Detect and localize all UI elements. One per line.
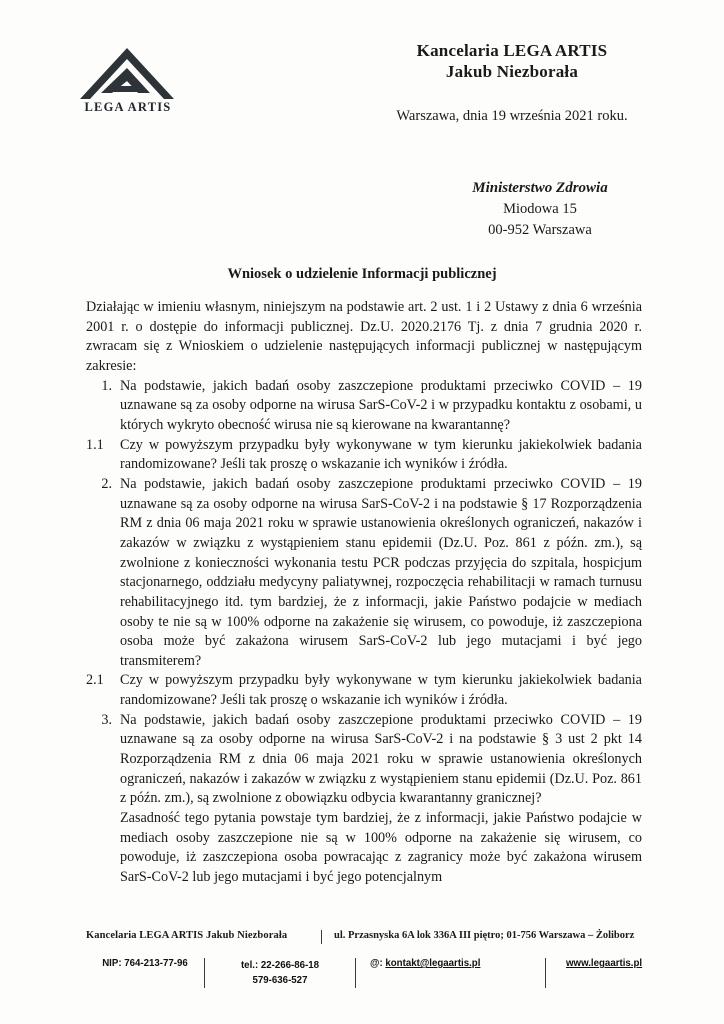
logo-wordmark: LEGA ARTIS <box>84 100 172 114</box>
firm-name-line1: Kancelaria LEGA ARTIS <box>416 41 608 60</box>
list-item-text: Czy w powyższym przypadku były wykonywane w tym kierunku jakiekolwiek badania randomizowane? Jeśli tak proszę o wskazanie ich wyników i źródła. <box>120 672 642 709</box>
list-item <box>86 377 642 436</box>
list-item-marker: 3. <box>101 711 112 728</box>
footer-telephone <box>205 958 355 988</box>
footer-row-primary <box>0 930 724 944</box>
list-item <box>86 475 642 672</box>
footer-email-group <box>356 958 545 969</box>
list-item <box>86 671 642 710</box>
footer-website-link[interactable]: www.legaartis.pl <box>566 958 643 969</box>
addressee-organization: Ministerstwo Zdrowia <box>472 180 608 196</box>
intro-paragraph: Działając w imieniu własnym, niniejszym na podstawie art. 2 ust. 1 i 2 Ustawy z dnia 6 września 2001 r. o dostępie do informacji publicznej. Dz.U. 2020.2176 Tj. z dnia 7 grudnia 2020 r. zwracam się z Wnioskiem o udzielenie następujących informacji publicznej w następującym zakresie: <box>86 299 642 374</box>
addressee-street: Miodowa 15 <box>503 201 577 218</box>
footer-email-link[interactable]: kontakt@legaartis.pl <box>385 958 481 969</box>
addressee-city: 00-952 Warszawa <box>488 221 592 238</box>
footer-telephone-primary: tel.: 22-266-86-18 <box>240 960 320 971</box>
questions-list <box>86 377 642 809</box>
footer-firm-name: Kancelaria LEGA ARTIS Jakub Niezborała <box>86 930 288 941</box>
list-item-marker: 2. <box>101 475 112 492</box>
list-item-text: Na podstawie, jakich badań osoby zaszczepione produktami przeciwko COVID – 19 uznawane są za osoby odporne na wirusa SarS-CoV-2 i na podstawie § 3 ust 2 pkt 14 Rozporządzenia RM z dnia 06 maja 2021 roku w sprawie ustanowienia określonych ograniczeń, nakazów i zakazów w związku z wystąpieniem stanu epidemii (Dz.U. Poz. 861 z późn. zm.), są zwolnione z obowiązku odbycia kwarantanny granicznej? <box>120 711 642 807</box>
footer-telephone-secondary: 579-636-527 <box>252 975 308 987</box>
firm-name-block <box>340 40 684 83</box>
email-at-icon: @: <box>370 958 386 969</box>
list-item-marker: 1. <box>101 377 112 394</box>
list-item-text: Czy w powyższym przypadku były wykonywane w tym kierunku jakiekolwiek badania randomizowane? Jeśli tak proszę o wskazanie ich wyników i źródła. <box>120 436 642 473</box>
letter-footer <box>0 930 724 988</box>
list-item <box>86 436 642 475</box>
list-item-text: Na podstawie, jakich badań osoby zaszczepione produktami przeciwko COVID – 19 uznawane są za osoby odporne na wirusa SarS-CoV-2 i na podstawie § 17 Rozporządzenia RM z dnia 06 maja 2021 roku w sprawie ustanowienia określonych ograniczeń, nakazów i zakazów w związku z wystąpieniem stanu epidemii (Dz.U. Poz. 861 z późn. zm.), są zwolnione z konieczności wykonania testu PCR podczas przyjęcia do szpitala, hospicjum stacjonarnego, oddziału medycyny paliatywnej, rozpoczęcia rehabilitacji w ramach turnusu rehabilitacyjnego itd. tym bardziej, że z informacji, jakie Państwo podajcie w mediach osoby te nie są w 100% odporne na zakażenie się wirusem, co powoduje, iż zaszczepiona osoba może być zakażona wirusem SarS-CoV-2 lub jego mutacjami i być jego transmiterem? <box>120 475 642 669</box>
footer-address: ul. Przasnyska 6A lok 336A III piętro; 01-756 Warszawa – Żoliborz <box>334 930 635 941</box>
closing-paragraph: Zasadność tego pytania powstaje tym bardziej, że z informacji, jakie Państwo podajcie w mediach osoby zaszczepione nie są w 100% odporne na zakażenie się wirusem, co powoduje, iż zaszczepiona osoba powracając z zagranicy może być zakażona wirusem SarS-CoV-2 lub jego mutacjami i być jego potencjalnym <box>120 810 642 886</box>
list-item-text: Na podstawie, jakich badań osoby zaszczepione produktami przeciwko COVID – 19 uznawane są za osoby odporne na wirusa SarS-CoV-2 i w przypadku kontaktu z osobami, u których wykryto obecność wirusa nie są kierowane na kwarantannę? <box>120 377 642 433</box>
footer-row-contacts <box>0 958 724 988</box>
footer-nip: NIP: 764-213-77-96 <box>102 958 188 969</box>
list-item-marker: 2.1 <box>86 672 104 689</box>
addressee-block <box>400 178 680 240</box>
list-item-marker: 1.1 <box>86 436 104 453</box>
logo-triangle-icon <box>72 42 184 114</box>
document-title: Wniosek o udzielenie Informacji publicznej <box>227 266 497 282</box>
letter-header <box>0 34 724 134</box>
footer-website-group <box>546 958 716 969</box>
date-line: Warszawa, dnia 19 września 2021 roku. <box>396 108 628 124</box>
footer-divider <box>321 930 322 944</box>
list-item <box>86 711 642 809</box>
firm-name-line2: Jakub Niezborała <box>445 62 579 82</box>
document-body <box>86 298 642 888</box>
lega-artis-logo <box>72 42 184 114</box>
